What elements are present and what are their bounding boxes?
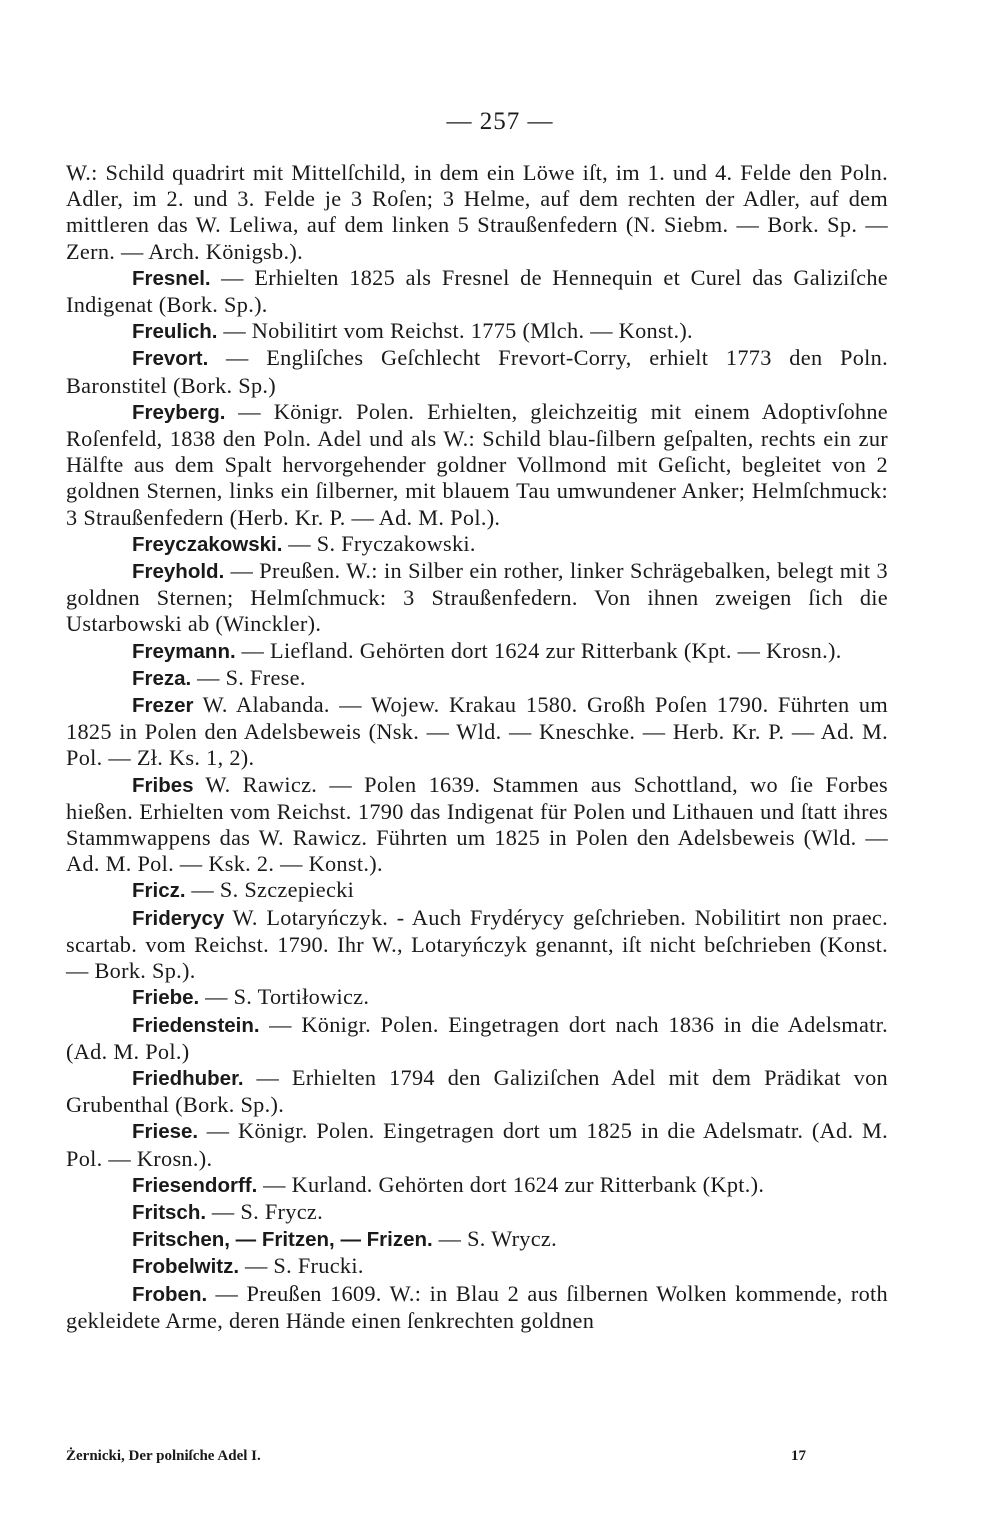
entry-headword: Friedhuber. — [132, 1066, 244, 1090]
page-number: — 257 — — [446, 108, 554, 135]
entry-headword: Frobelwitz. — [132, 1255, 240, 1279]
entry-headword: Friese. — [132, 1120, 199, 1144]
entry-friese — [66, 1118, 888, 1171]
entry-headword: Froben. — [132, 1282, 208, 1306]
entry-headword: Fresnel. — [132, 266, 211, 290]
entry-freyberg — [66, 399, 888, 531]
entry-headword: Fritsch. — [132, 1200, 207, 1224]
entry-friedhuber — [66, 1065, 888, 1118]
entry-headword: Frevort. — [132, 347, 209, 371]
entry-headword: Fritschen, — Fritzen, — Frizen. — [132, 1228, 433, 1252]
entries-body — [66, 160, 888, 1334]
entry-text: W. Lotaryńczyk. - Auch Frydérycy geſchrieben. Nobilitirt non praec. scartab. vom Reichst. 1790. Ihr W., Lotaryńczyk genannt, iſt nicht beſchrieben (Konst. — Bork. Sp.). — [66, 904, 888, 984]
entry-text: — Liefland. Gehörten dort 1624 zur Ritterbank (Kpt. — Krosn.). — [241, 637, 842, 663]
entry-headword: Fricz. — [132, 879, 186, 903]
entry-text: — Erhielten 1825 als Fresnel de Hennequin et Curel das Galiziſche Indigenat (Bork. Sp.). — [66, 264, 888, 318]
entry-headword: Freulich. — [132, 320, 218, 344]
entry-friderycy — [66, 905, 888, 985]
footer-source: Żernicki, Der polniſche Adel I. — [66, 1448, 261, 1464]
entry-text: — Nobilitirt vom Reichst. 1775 (Mlch. — Konst.). — [223, 318, 693, 344]
entry-freza — [66, 665, 888, 692]
entry-freulich — [66, 318, 888, 345]
entry-headword: Friesendorff. — [132, 1173, 258, 1197]
entry-fresnel — [66, 265, 888, 318]
entry-headword: Freymann. — [132, 639, 236, 663]
entry-text: — Königr. Polen. Eingetragen dort nach 1836 in die Adelsmatr. (Ad. M. Pol.) — [66, 1011, 889, 1064]
entry-text: — S. Tortiłowicz. — [205, 984, 370, 1010]
entry-headword: Freza. — [132, 666, 192, 690]
entry-frobelwitz — [66, 1253, 888, 1280]
entry-text: — Königr. Polen. Erhielten, gleichzeitig mit einem Adoptivſohne Roſenfeld, 1838 den Poln. Adel und als W.: Schild blau-ſilbern geſpalten, rechts ein zur Hälfte aus dem Spalt hervorgehender goldner Vollmond mit Geſicht, begleitet von 2 goldnen Sternen, links ein ſilberner, mit blauem Tau umwundener Anker; Helmſchmuck: 3 Straußenfedern (Herb. Kr. P. — Ad. M. Pol.). — [66, 398, 888, 530]
entry-text: — Königr. Polen. Eingetragen dort um 1825 in die Adelsmatr. (Ad. M. Pol. — Krosn.). — [66, 1118, 889, 1171]
entry-intro — [66, 160, 888, 265]
entry-freymann — [66, 638, 888, 665]
entry-freyczakowski — [66, 531, 888, 558]
entry-text: — S. Frucki. — [244, 1253, 364, 1279]
entry-text: — Engliſches Geſchlecht Frevort-Corry, erhielt 1773 den Poln. Baronstitel (Bork. Sp.) — [66, 345, 889, 398]
page-footer — [66, 1448, 806, 1465]
entry-frezer — [66, 692, 888, 772]
entry-text: W.: Schild quadrirt mit Mittelſchild, in dem ein Löwe iſt, im 1. und 4. Felde den Poln. Adler, im 2. und 3. Felde je 3 Roſen; 3 Helme, auf dem rechten der Adler, auf dem mittleren das W. Leliwa, auf dem linken 5 Straußenfedern (N. Siebm. — Bork. Sp. — Zern. — Arch. Königsb.). — [66, 160, 888, 264]
entry-headword: Freyhold. — [132, 560, 225, 584]
entry-frevort — [66, 345, 888, 398]
entry-headword: Friderycy — [132, 906, 225, 930]
entry-text: — Erhielten 1794 den Galiziſchen Adel mit dem Prädikat von Grubenthal (Bork. Sp.). — [66, 1064, 888, 1118]
entry-text: W. Rawicz. — Polen 1639. Stammen aus Schottland, wo ſie Forbes hießen. Erhielten vom Reichst. 1790 das Indigenat für Polen und Lithauen und ſtatt ihres Stammwappens das W. Rawicz. Führten um 1825 in Polen den Adelsbeweis (Wld. — Ad. M. Pol. — Ksk. 2. — Konst.). — [66, 771, 888, 877]
entry-fribes — [66, 772, 888, 878]
entry-friedenstein — [66, 1012, 888, 1065]
entry-text: — S. Fryczakowski. — [288, 530, 476, 556]
footer-signature: 17 — [791, 1448, 806, 1464]
entry-friesendorff — [66, 1172, 888, 1199]
entry-text: — Kurland. Gehörten dort 1624 zur Ritterbank (Kpt.). — [263, 1171, 765, 1197]
entry-fritschen — [66, 1226, 888, 1253]
entry-fritsch — [66, 1199, 888, 1226]
entry-headword: Freyberg. — [132, 400, 226, 424]
entry-headword: Friedenstein. — [132, 1013, 260, 1037]
entry-froben — [66, 1281, 888, 1334]
entry-text: — S. Frese. — [197, 664, 306, 690]
entry-text: — Preußen. W.: in Silber ein rother, linker Schrägebalken, belegt mit 3 goldnen Sternen; Helmſchmuck: 3 Straußenfedern. Von ihnen zweigen ſich die Ustarbowski ab (Winckler). — [66, 558, 889, 637]
entry-text: — S. Szczepiecki — [191, 877, 355, 903]
entry-text: — S. Frycz. — [211, 1198, 323, 1224]
entry-text: W. Alabanda. — Wojew. Krakau 1580. Großh Poſen 1790. Führten um 1825 in Polen den Adelsbeweis (Nsk. — Wld. — Kneschke. — Herb. Kr. P. — Ad. M. Pol. — Zł. Ks. 1, 2). — [66, 692, 888, 771]
entry-fricz — [66, 877, 888, 904]
entry-text: — S. Wrycz. — [438, 1226, 558, 1252]
entry-headword: Frezer — [132, 694, 194, 718]
entry-text: — Preußen 1609. W.: in Blau 2 aus ſilbernen Wolken kommende, roth gekleidete Arme, deren Hände einen ſenkrechten goldnen — [66, 1280, 888, 1333]
entry-headword: Friebe. — [132, 986, 200, 1010]
entry-headword: Fribes — [132, 773, 194, 797]
entry-headword: Freyczakowski. — [132, 532, 283, 556]
entry-friebe — [66, 984, 888, 1011]
entry-freyhold — [66, 558, 888, 638]
